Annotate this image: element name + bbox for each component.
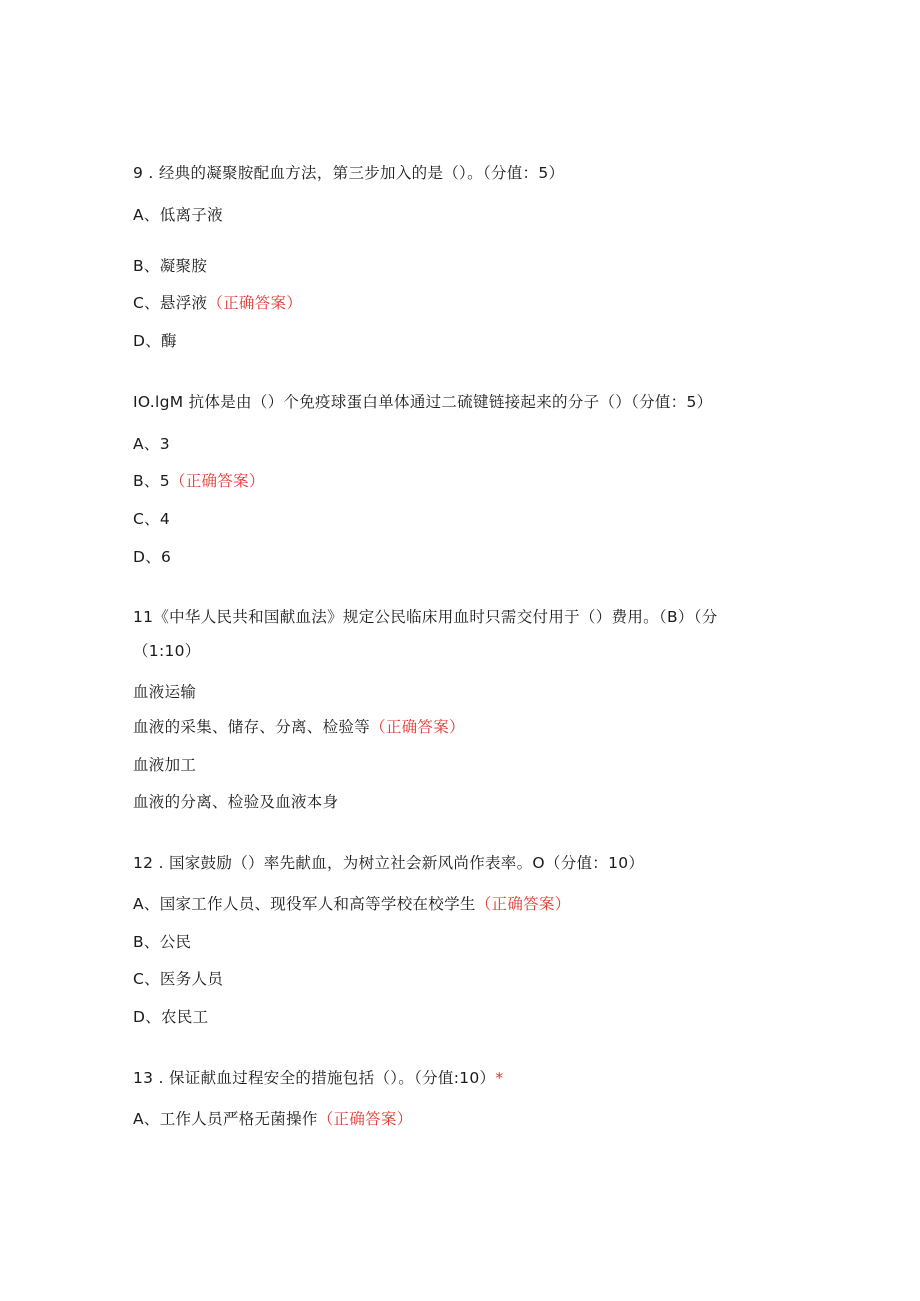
correct-answer-mark: （正确答案） (169, 472, 265, 490)
question-11-option-3 (133, 755, 196, 775)
question-10-title: IO.lgM 抗体是由（）个免疫球蛋白单体通过二硫键链接起来的分子（）（分值：5） (133, 393, 713, 411)
option-text: A、国家工作人员、现役军人和高等学校在校学生 (133, 895, 476, 913)
option-text: B、凝聚胺 (133, 257, 208, 275)
question-12-option-c (133, 969, 223, 989)
correct-answer-mark: （正确答案） (317, 1110, 413, 1128)
question-13-title (133, 1068, 503, 1088)
option-text: D、6 (133, 548, 172, 566)
question-9-title: 9 . 经典的凝聚胺配血方法，第三步加入的是（）。（分值：5） (133, 164, 565, 182)
option-text: 血液的采集、储存、分离、检验等 (133, 718, 371, 736)
question-11-title: 11《中华人民共和国献血法》规定公民临床用血时只需交付用于（）费用。（B）（分 (133, 608, 718, 626)
option-text: C、悬浮液 (133, 294, 208, 312)
question-9-option-b (133, 256, 207, 276)
option-text: 血液的分离、检验及血液本身 (133, 793, 339, 811)
question-13-option-a (133, 1109, 413, 1129)
question-title-text: 13 . 保证献血过程安全的措施包括（）。（分值:10） (133, 1069, 496, 1087)
question-11-option-1 (133, 682, 196, 702)
option-text: D、农民工 (133, 1008, 209, 1026)
question-10-option-b (133, 471, 265, 491)
option-text: 血液加工 (133, 756, 197, 774)
correct-answer-mark: （正确答案） (475, 895, 571, 913)
option-text: A、低离子液 (133, 206, 223, 224)
question-12-option-d (133, 1007, 208, 1027)
question-10-option-d (133, 547, 171, 567)
required-mark: * (495, 1069, 504, 1087)
question-12-option-a (133, 894, 571, 914)
option-text: D、酶 (133, 332, 177, 350)
question-11-option-2 (133, 717, 465, 737)
option-text: A、工作人员严格无菌操作 (133, 1110, 318, 1128)
question-9-option-c (133, 293, 302, 313)
option-text: C、医务人员 (133, 970, 224, 988)
option-text: 血液运输 (133, 683, 197, 701)
question-10-option-c (133, 509, 170, 529)
question-12-title: 12 . 国家鼓励（）率先献血，为树立社会新风尚作表率。O（分值：10） (133, 854, 645, 872)
question-10-option-a (133, 434, 170, 454)
option-text: B、5 (133, 472, 170, 490)
option-text: C、4 (133, 510, 171, 528)
correct-answer-mark: （正确答案） (207, 294, 303, 312)
question-11-option-4 (133, 792, 338, 812)
question-9-option-d (133, 331, 177, 351)
correct-answer-mark: （正确答案） (370, 718, 465, 736)
question-11-title-continued: （1:10） (133, 642, 201, 660)
option-text: A、3 (133, 435, 170, 453)
question-9-option-a (133, 205, 223, 225)
question-12-option-b (133, 932, 191, 952)
option-text: B、公民 (133, 933, 192, 951)
